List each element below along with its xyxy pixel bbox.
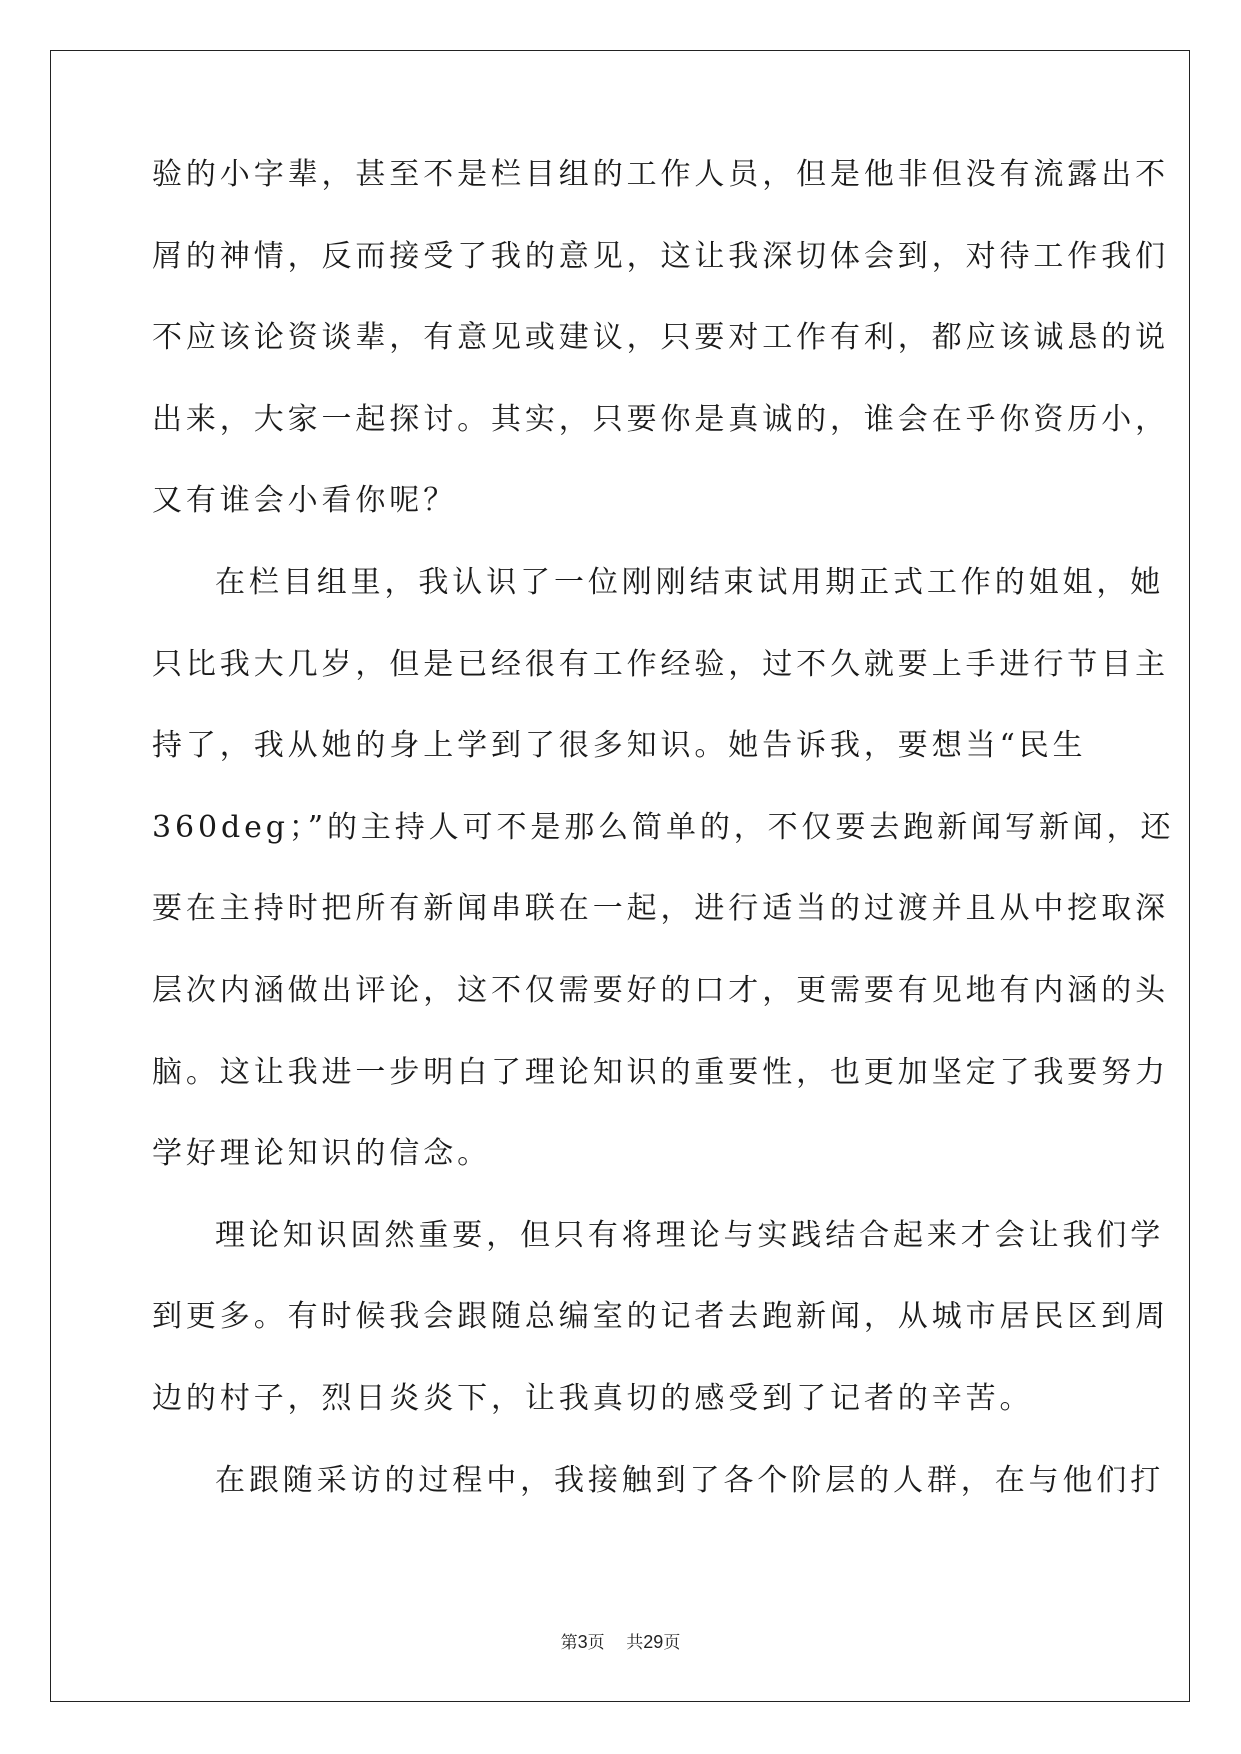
body-line: 到更多。有时候我会跟随总编室的记者去跑新闻，从城市居民区到周 [152,1299,1169,1335]
paragraph-first-line: 在栏目组里，我认识了一位刚刚结束试用期正式工作的姐姐，她 [215,564,1165,600]
body-line: 验的小字辈，甚至不是栏目组的工作人员，但是他非但没有流露出不 [152,157,1169,192]
page-prefix: 第 [560,1633,578,1653]
body-line: 只比我大几岁，但是已经很有工作经验，过不久就要上手进行节目主 [152,646,1169,682]
page-footer [0,1632,1241,1653]
page-total: 29 [643,1632,664,1652]
body-line: 360deg；”的主持人可不是那么简单的，不仅要去跑新闻写新闻，还 [152,809,1175,845]
body-line: 持了，我从她的身上学到了很多知识。她告诉我，要想当“民生 [152,728,1087,764]
body-line: 出来，大家一起探讨。其实，只要你是真诚的，谁会在乎你资历小， [152,401,1169,437]
body-line: 脑。这让我进一步明白了理论知识的重要性，也更加坚定了我要努力 [152,1054,1169,1090]
document-body [152,157,1175,1547]
body-line: 层次内涵做出评论，这不仅需要好的口才，更需要有见地有内涵的头 [152,972,1169,1008]
body-line: 要在主持时把所有新闻串联在一起，进行适当的过渡并且从中挖取深 [152,891,1169,927]
page-suffix: 页 [587,1633,605,1653]
paragraph-first-line: 在跟随采访的过程中，我接触到了各个阶层的人群，在与他们打 [215,1462,1165,1498]
total-prefix: 共 [626,1633,644,1653]
page-current: 3 [577,1632,588,1652]
body-line: 又有谁会小看你呢？ [152,483,458,519]
total-suffix: 页 [663,1633,681,1653]
body-line: 边的村子，烈日炎炎下，让我真切的感受到了记者的辛苦。 [152,1380,1034,1416]
paragraph-first-line: 理论知识固然重要，但只有将理论与实践结合起来才会让我们学 [215,1217,1165,1253]
body-line: 屑的神情，反而接受了我的意见，这让我深切体会到，对待工作我们 [152,238,1169,274]
body-line: 不应该论资谈辈，有意见或建议，只要对工作有利，都应该诚恳的说 [152,320,1169,356]
body-line: 学好理论知识的信念。 [152,1136,491,1172]
